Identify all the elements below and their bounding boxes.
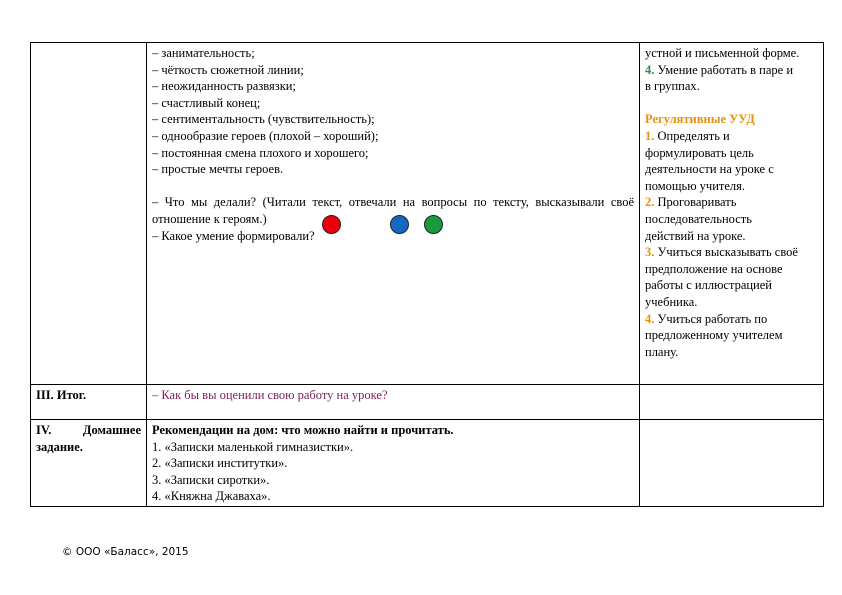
reg-item-2-line: действий на уроке. bbox=[645, 228, 746, 243]
list-item: – занимательность; bbox=[152, 46, 255, 60]
reg-item-3-line: учебника. bbox=[645, 294, 698, 309]
list-item: 2. «Записки институтки». bbox=[152, 456, 288, 471]
list-item: – постоянная смена плохого и хорошего; bbox=[152, 145, 369, 160]
list-item: 1. «Записки маленькой гимназистки». bbox=[152, 439, 354, 454]
uud-item-4-line: 4. Умение работать в паре и bbox=[645, 62, 794, 77]
itog-content-cell bbox=[147, 385, 640, 420]
reg-item-3-line: работы с иллюстрацией bbox=[645, 278, 772, 293]
item-number: 4. bbox=[645, 311, 655, 326]
list-item: – счастливый конец; bbox=[152, 95, 261, 110]
blue-circle bbox=[390, 215, 409, 234]
homework-heading: Рекомендации на дом: что можно найти и прочитать. bbox=[152, 423, 454, 437]
copyright-footer: © ООО «Баласс», 2015 bbox=[62, 546, 189, 558]
question-what-did-we-do: – Что мы делали? (Читали текст, отвечали на вопросы по тексту, высказывали своё отношение к героям.) bbox=[152, 195, 634, 226]
reg-item-1-line: деятельности на уроке с bbox=[645, 162, 774, 177]
itog-question: – Как бы вы оценили свою работу на уроке? bbox=[152, 388, 388, 402]
uud-intro: устной и письменной форме. bbox=[645, 46, 800, 60]
item-number: 1. bbox=[645, 128, 655, 143]
item-number: 4. bbox=[645, 62, 655, 77]
stage-number: IV. bbox=[36, 423, 52, 437]
list-item: – простые мечты героев. bbox=[152, 162, 284, 177]
item-number: 3. bbox=[645, 245, 655, 260]
uud-item-4-line: в группах. bbox=[645, 79, 700, 94]
lesson-table bbox=[30, 42, 824, 507]
red-circle bbox=[322, 215, 341, 234]
table-row-itog bbox=[31, 385, 824, 420]
reg-item-1: 1. Определять и bbox=[645, 128, 730, 143]
rating-circles bbox=[322, 215, 452, 239]
reg-item-3: 3. Учиться высказывать своё bbox=[645, 245, 798, 260]
list-item: – чёткость сюжетной линии; bbox=[152, 62, 304, 77]
list-item: 4. «Княжна Джаваха». bbox=[152, 489, 271, 504]
stage-cell-homework bbox=[31, 420, 147, 507]
itog-uud-cell bbox=[640, 385, 824, 420]
content-cell bbox=[147, 43, 640, 385]
reg-item-4-line: предложенному учителем bbox=[645, 328, 783, 343]
stage-label: Домашнее bbox=[82, 423, 141, 437]
stage-cell-empty bbox=[31, 43, 147, 385]
reg-item-1-line: помощью учителя. bbox=[645, 178, 745, 193]
reg-item-3-line: предположение на основе bbox=[645, 261, 783, 276]
stage-label-cont: задание. bbox=[36, 439, 83, 454]
regulative-uud-title: Регулятивные УУД bbox=[645, 112, 755, 127]
item-number: 2. bbox=[645, 195, 655, 210]
table-row-main bbox=[31, 43, 824, 385]
table-row-homework bbox=[31, 420, 824, 507]
homework-uud-cell bbox=[640, 420, 824, 507]
reg-item-2-line: последовательность bbox=[645, 211, 752, 226]
reg-item-2: 2. Проговаривать bbox=[645, 195, 737, 210]
homework-content-cell bbox=[147, 420, 640, 507]
list-item: – сентиментальность (чувствительность); bbox=[152, 112, 375, 127]
list-item: 3. «Записки сиротки». bbox=[152, 472, 270, 487]
question-skill: – Какое умение формировали? bbox=[152, 228, 315, 243]
list-item: – однообразие героев (плохой – хороший); bbox=[152, 128, 379, 143]
list-item: – неожиданность развязки; bbox=[152, 79, 296, 94]
green-circle bbox=[424, 215, 443, 234]
stage-cell-itog bbox=[31, 385, 147, 420]
reg-item-1-line: формулировать цель bbox=[645, 145, 754, 160]
reg-item-4-line: плану. bbox=[645, 344, 679, 359]
stage-label: Итог. bbox=[56, 388, 87, 402]
uud-cell bbox=[640, 43, 824, 385]
reg-item-4: 4. Учиться работать по bbox=[645, 311, 768, 326]
stage-number: III. bbox=[36, 388, 54, 402]
